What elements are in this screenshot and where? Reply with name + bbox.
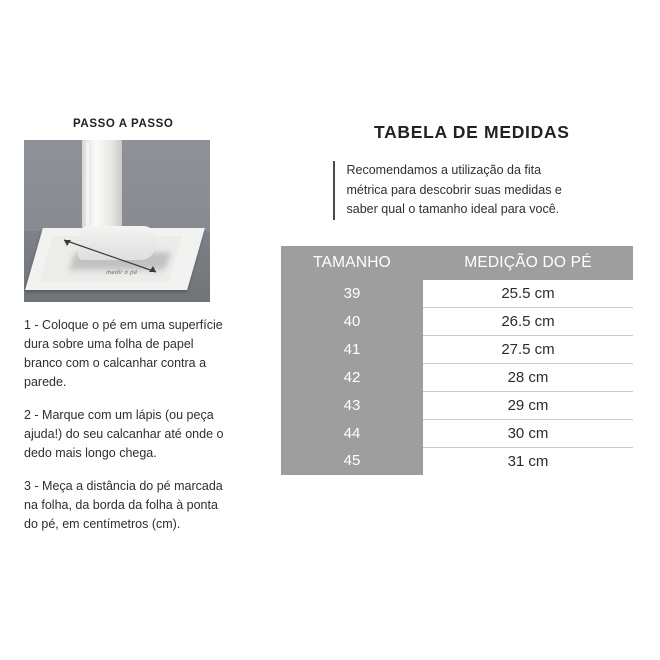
step-by-step-section <box>24 118 234 548</box>
cell-measure: 29 cm <box>423 391 633 419</box>
step-item-3: 3 - Meça a distância do pé marcada na folha, da borda da folha à ponta do pé, em centímetros (cm). <box>24 479 223 531</box>
cell-size: 39 <box>281 280 423 308</box>
size-chart-section <box>281 122 633 475</box>
step-by-step-title: PASSO A PASSO <box>73 118 174 130</box>
table-row <box>281 335 633 363</box>
step-item-2: 2 - Marque com um lápis (ou peça ajuda!) do seu calcanhar até onde o dedo mais longo chega. <box>24 408 224 460</box>
cell-measure: 28 cm <box>423 363 633 391</box>
cell-size: 41 <box>281 335 423 363</box>
cell-size: 40 <box>281 307 423 335</box>
cell-size: 44 <box>281 419 423 447</box>
step-item-1: 1 - Coloque o pé em uma superfície dura sobre uma folha de papel branco com o calcanhar contra a parede. <box>24 318 223 389</box>
recommendation-block <box>333 161 633 220</box>
size-chart-title: TABELA DE MEDIDAS <box>374 122 570 142</box>
table-row <box>281 280 633 308</box>
recommendation-text: Recomendamos a utilização da fita métrica para descobrir suas medidas e saber qual o tamanho ideal para você. <box>346 163 562 216</box>
photo-leg-sock <box>82 140 122 232</box>
cell-measure: 27.5 cm <box>423 335 633 363</box>
table-row <box>281 307 633 335</box>
steps-list <box>24 316 234 534</box>
cell-size: 45 <box>281 447 423 475</box>
recommendation-divider <box>333 161 335 220</box>
table-row <box>281 419 633 447</box>
cell-measure: 30 cm <box>423 419 633 447</box>
table-row <box>281 447 633 475</box>
table-header-measure: MEDIÇÃO DO PÉ <box>423 246 633 280</box>
cell-measure: 25.5 cm <box>423 280 633 308</box>
photo-measure-caption: medir o pé <box>105 270 139 276</box>
table-header-size: TAMANHO <box>281 246 423 280</box>
foot-on-paper-photo <box>24 140 210 302</box>
cell-measure: 26.5 cm <box>423 307 633 335</box>
size-table <box>281 246 633 475</box>
table-row <box>281 363 633 391</box>
cell-size: 42 <box>281 363 423 391</box>
cell-measure: 31 cm <box>423 447 633 475</box>
table-header-row <box>281 246 633 280</box>
cell-size: 43 <box>281 391 423 419</box>
table-row <box>281 391 633 419</box>
